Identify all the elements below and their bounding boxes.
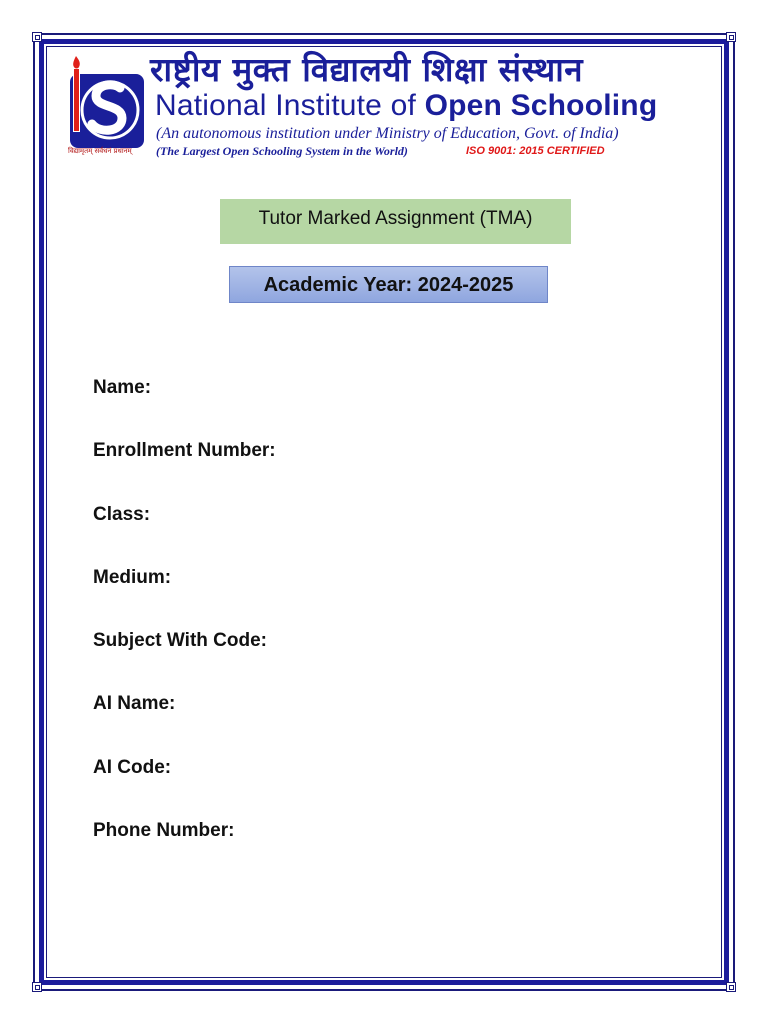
field-medium-label: Medium: <box>93 567 172 588</box>
field-ai-code-label: AI Code: <box>93 757 172 778</box>
institute-tagline: (The Largest Open Schooling System in the World) <box>156 144 408 158</box>
field-class-label: Class: <box>93 504 151 525</box>
field-name-label: Name: <box>93 377 152 398</box>
field-subject-label: Subject With Code: <box>93 630 267 651</box>
corner-ornament-bottom-left <box>32 982 42 992</box>
field-ai-name-label: AI Name: <box>93 693 176 714</box>
institute-name-hindi: राष्ट्रीय मुक्त विद्यालयी शिक्षा संस्थान <box>150 50 584 89</box>
assignment-title: Tutor Marked Assignment (TMA) <box>220 199 571 244</box>
corner-ornament-top-left <box>32 32 42 42</box>
field-phone-label: Phone Number: <box>93 820 235 841</box>
corner-ornament-top-right <box>726 32 736 42</box>
logo-tagline: विद्यामृतम् सर्वधनं प्रधानम् <box>68 147 132 155</box>
institute-name-part1: National Institute of <box>155 89 425 122</box>
institute-subtitle: (An autonomous institution under Ministry of Education, Govt. of India) <box>156 125 619 142</box>
nios-logo-icon <box>66 52 148 162</box>
field-enrollment-label: Enrollment Number: <box>93 440 276 461</box>
academic-year: Academic Year: 2024-2025 <box>229 266 548 303</box>
iso-certification: ISO 9001: 2015 CERTIFIED <box>466 145 605 157</box>
institute-name-part2: Open Schooling <box>424 89 658 122</box>
corner-ornament-bottom-right <box>726 982 736 992</box>
institute-name-english <box>155 89 657 123</box>
